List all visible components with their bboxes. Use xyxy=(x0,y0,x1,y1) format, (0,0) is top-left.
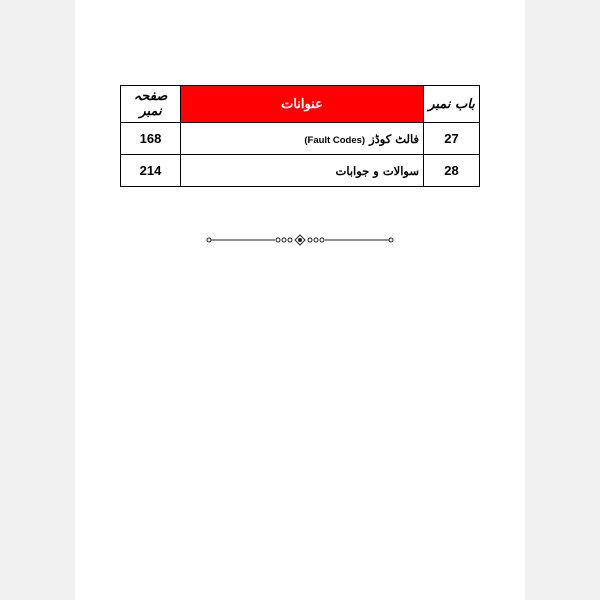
chapter-number-header: باب نمبر xyxy=(424,86,480,123)
page-number-header: صفحہ نمبر xyxy=(121,86,181,123)
page-number-cell: 168 xyxy=(121,123,181,155)
titles-header: عنوانات xyxy=(181,86,424,123)
chapter-title-cell xyxy=(181,123,424,155)
table-of-contents xyxy=(120,85,480,187)
chapter-title-urdu: فالٹ کوڈز xyxy=(369,131,419,146)
chapter-number-cell: 28 xyxy=(424,155,480,187)
chapter-number-cell: 27 xyxy=(424,123,480,155)
decorative-divider-icon xyxy=(205,230,395,250)
table-row xyxy=(121,123,480,155)
table-row xyxy=(121,155,480,187)
document-page xyxy=(75,0,525,600)
chapter-title-urdu: سوالات و جوابات xyxy=(335,163,419,178)
header-row xyxy=(121,86,480,123)
chapter-title-cell xyxy=(181,155,424,187)
chapter-title-english: (Fault Codes) xyxy=(304,134,366,146)
page-number-cell: 214 xyxy=(121,155,181,187)
